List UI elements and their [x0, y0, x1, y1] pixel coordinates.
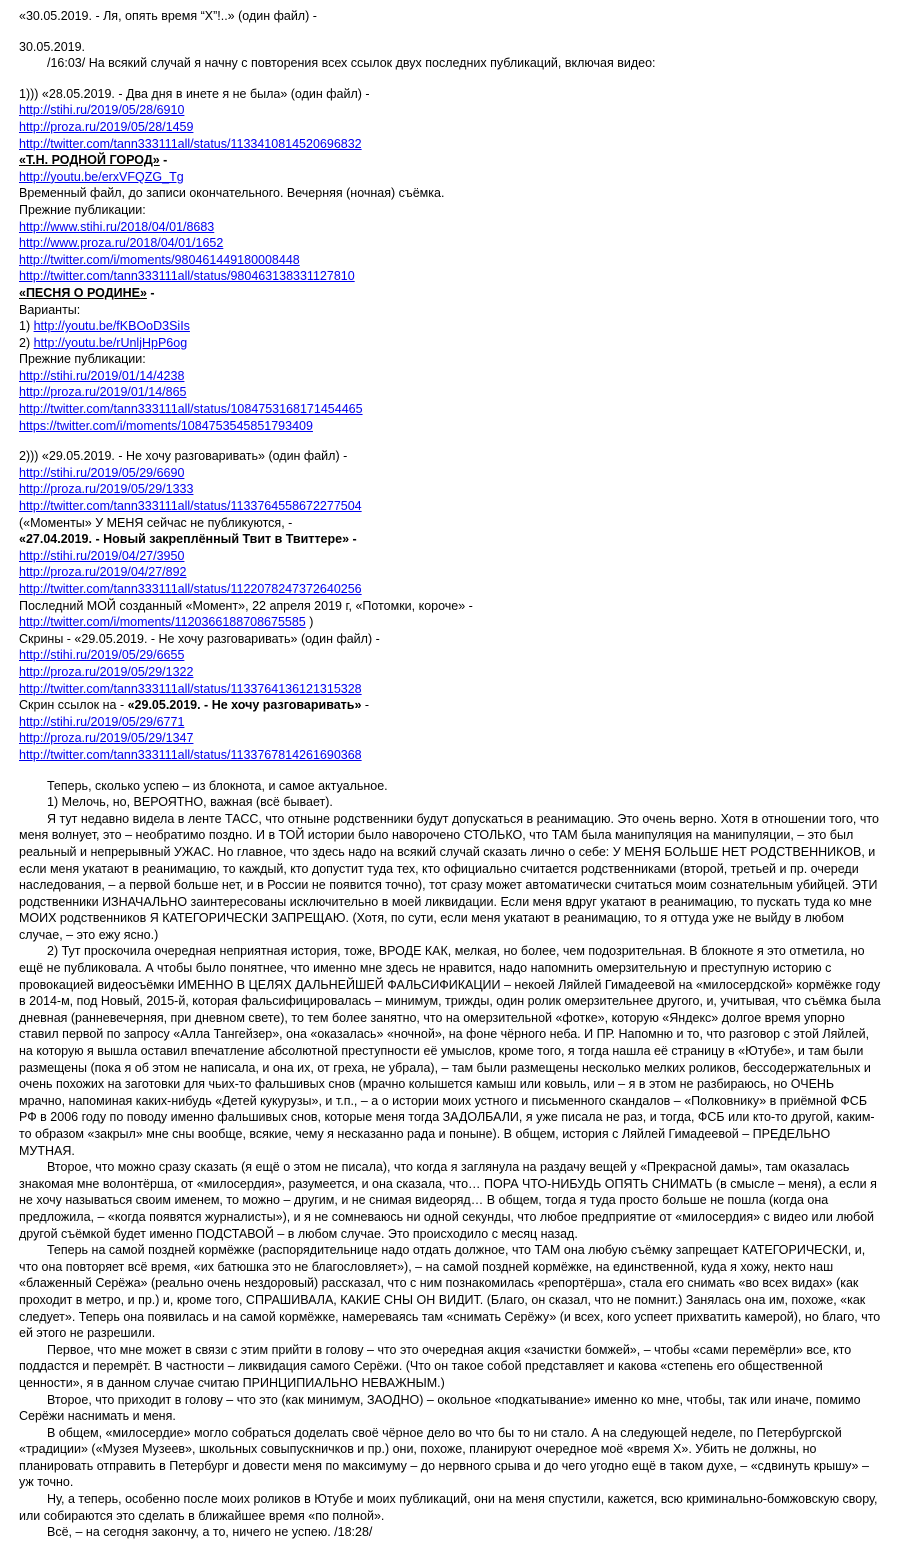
song-1-title: «Т.Н. РОДНОЙ ГОРОД» [19, 153, 160, 168]
twitter-status-link[interactable]: http://twitter.com/tann333111all/status/980463138331127810 [19, 269, 355, 284]
intro-line: /16:03/ На всякий случай я начну с повторения всех ссылок двух последних публикаций, включая видео: [47, 56, 656, 71]
twitter-status-link[interactable]: http://twitter.com/tann333111all/status/1133764558672277504 [19, 499, 362, 514]
pinned-tweet-dash: - [349, 532, 357, 547]
variant-number: 2) [19, 335, 34, 350]
variant-number: 1) [19, 319, 34, 334]
twitter-status-link[interactable]: http://twitter.com/tann333111all/status/1133764136121315328 [19, 681, 362, 696]
doc-date: 30.05.2019. [19, 39, 86, 54]
twitter-moment-link[interactable]: http://twitter.com/i/moments/980461449180008448 [19, 252, 300, 267]
paragraph-relatives: Я тут недавно видела в ленте ТАСС, что отныне родственники будут допускаться в реанимацию. Это очень верно. Хотя в отношении того, что меня волнует, это – необратимо поздно. И в ТОЙ истории было наворочено СТОЛЬКО, что ТАМ была манипуляция на манипуляции, – это был реальный и непрерывный УЖАС. Но главное, что здесь надо на всякий случай сказать лично о себе: У МЕНЯ БОЛЬШЕ НЕТ РОДСТВЕННИКОВ, и если меня укатают в реанимацию, то каждый, кто допустит туда тех, кто официально считается родственниками (второй, третьей и пр. очереди наследования, – а первой больше нет, и в России не появится точно), тот сразу может автоматически считаться моим сознательным убийцей. ЭТИ родственники ИЗНАЧАЛЬНО заинтересованы исключительно в моей ликвидации. Если меня вдруг укатают в реанимацию, то пускать туда ко мне МОИХ родственников Я КАТЕГОРИЧЕСКИ ЗАПРЕЩАЮ. (Хотя, по сути, если меня укатают в реанимацию, то я оттуда уже не выйду в любом случае, – это ежу ясно.) [19, 811, 879, 942]
blank-line [19, 764, 881, 778]
previous-publications-label: Прежние публикации: [19, 202, 146, 217]
stihi-link[interactable]: http://stihi.ru/2019/05/29/6690 [19, 465, 185, 480]
proza-link[interactable]: http://proza.ru/2019/05/29/1333 [19, 482, 194, 497]
stihi-link[interactable]: http://stihi.ru/2019/05/28/6910 [19, 103, 185, 118]
twitter-moment-link[interactable]: https://twitter.com/i/moments/1084753545851793409 [19, 418, 313, 433]
pinned-tweet-heading [19, 531, 881, 548]
paragraph-summary: В общем, «милосердие» могло собраться доделать своё чёрное дело во что бы то ни стало. А на следующей неделе, по Петербургской «традиции» («Музея Музеев», школьных совыпускничков и пр.) они, похоже, планируют очередное моё «время Х». Убить не должны, но планировать отправить в Петербург и довести меня по максимуму – до нервного срыва и до чего угодно ещё в таком духе, – «сдвинуть крышу» – уж точно. [19, 1425, 869, 1490]
blank-line [19, 434, 881, 448]
stihi-link[interactable]: http://stihi.ru/2019/01/14/4238 [19, 368, 185, 383]
paragraph-second: Второе, что можно сразу сказать (я ещё о этом не писала), что когда я заглянула на раздачу вещей у «Прекрасной дамы», там оказалась знакомая мне волонтёрша, от «милосердия», разумеется, и она сказала, что… ПОРА ЧТО-НИБУДЬ ОПЯТЬ СНИМАТЬ (в смысле – меня), а если я не хочу называться своим именем, то можно – другим, и не снимая видеоряд… В общем, тогда я туда просто больше не пошла (когда она предложила, – «когда появятся журналисты»), и я не сомневаюсь ни одной секунды, что любое предприятие от «милосердия» с видео или любой другой съёмкой будет именно ПОДСТАВОЙ – в любом случае. Это происходило с месяц назад. [19, 1160, 877, 1241]
twitter-status-link[interactable]: http://twitter.com/tann333111all/status/1122078247372640256 [19, 582, 362, 596]
paragraph-story-2: 2) Тут проскочила очередная неприятная история, тоже, ВРОДЕ КАК, мелкая, но более, чем подозрительная. В блокноте я это отметила, но ещё не публиковала. А чтобы было понятнее, что именно мне здесь не нравится, надо напомнить омерзительную и преступную историю с провокацией видеосъёмки ИМЕННО В ЦЕЛЯХ ДАЛЬНЕЙШЕЙ ФАЛЬСИФИКАЦИИ – некоей Ляйлей Гимадеевой на «милосердской» кормёжке году в 2014-м, под Новый, 2015-й, которая фальсифицировалась – минимум, трижды, один ролик омерзительнее другого, и, учитывая, что съёмка была дневная (ранневечерняя, при дневном свете), то тем более занятно, что на омерзительной «фотке», которую «Яндекс» долгое время упорно ставил первой по запросу «Алла Тангейзер», она «оказалась» «ночной», на фоне чёрного неба. И ПР. Напомню и то, что разговор с этой Ляйлей, на которую я вышла оставил впечатление абсолютной преступности её умыслов, кроме того, я тогда нашла её страницу в «Ютубе», и там были размещены (пока я об этом не написала, и она их, от греха, не убрала), – там были размещены несколько мелких роликов, бессодержательных и очень похожих на заготовки для чьих-то фальшивых снов (мрачно колышется камыш или ковыль, или – я в этом не разбираюсь, но ОЧЕНЬ мрачно, напоминая каких-нибудь «Детей кукурузы», и т.п., – а о истории моих устного и письменного скандалов – «Полковнику» в приёмной ФСБ РФ в 2006 году по поводу именно фальшивых снов, которые меня тогда ЗАДОЛБАЛИ, я уже писала не раз, и тогда, ФСБ или кто-то другой, каким-то образом «закрыл» мне сны вообще, всякие, чему я несказанно рада и поныне). В общем, история с Ляйлей Гимадеевой – ПРЕДЕЛЬНО МУТНАЯ. [19, 944, 881, 1158]
proza-link[interactable]: http://www.proza.ru/2018/04/01/1652 [19, 236, 224, 251]
paragraph-first-thought: Первое, что мне может в связи с этим прийти в голову – что это очередная акция «зачистки бомжей», – чтобы «сами перемёрли» все, кто поддастся и перемрёт. В частности – ликвидация самого Серёжи. (Что он такое собой представляет и какова «степень его общественной ценности», я в данном случае считаю ПРИНЦИПИАЛЬНО НЕВАЖНЫМ.) [19, 1342, 852, 1390]
proza-link[interactable]: http://proza.ru/2019/05/28/1459 [19, 119, 194, 134]
song-2-dash: - [146, 285, 155, 300]
stihi-link[interactable]: http://www.stihi.ru/2018/04/01/8683 [19, 219, 215, 234]
closing-paren: ) [305, 615, 314, 630]
screens-heading: Скрины - «29.05.2019. - Не хочу разговаривать» (один файл) - [19, 631, 380, 646]
youtube-link[interactable]: http://youtu.be/rUnljHpP6og [33, 335, 188, 350]
screen-links-prefix: Скрин ссылок на - [19, 698, 128, 713]
song-2-heading [19, 285, 881, 302]
paragraph-late-feeding: Теперь на самой поздней кормёжке (распорядительнице надо отдать должное, что ТАМ она любую съёмку запрещает КАТЕГОРИЧЕСКИ, и, что она повторяет всё время, «их батюшка это не благословляет»), – на самой поздней кормёжке, на единственной, куда я хожу, некто наш «блаженный Серёжа» (реально очень нездоровый) рассказал, что с ним познакомилась «репортёрша», стала его снимать «во всех видах» (как проходит в метро, и пр.) и, кроме того, СПРАШИВАЛА, КАКИЕ СНЫ ОН ВИДИТ. (Благо, он сказал, что не помнит.) Занялась она им, похоже, «как следует». Теперь она появилась и на самой кормёжке, намереваясь там «снимать Серёжу» (и всех, кого успеет прихватить камерой), но благо, что ей этого не разрешили. [19, 1243, 881, 1341]
moments-note: («Моменты» У МЕНЯ сейчас не публикуются, - [19, 515, 293, 530]
section-1-heading: 1))) «28.05.2019. - Два дня в инете я не была» (один файл) - [19, 86, 370, 101]
variant-2 [19, 335, 881, 352]
song-1-heading [19, 152, 881, 169]
proza-link[interactable]: http://proza.ru/2019/04/27/892 [19, 565, 187, 580]
stihi-link[interactable]: http://stihi.ru/2019/05/29/6771 [19, 714, 185, 729]
doc-title: «30.05.2019. - Ля, опять время “Х”!..» (один файл) - [19, 9, 317, 23]
body-lead-2: 1) Мелочь, но, ВЕРОЯТНО, важная (всё бывает). [47, 795, 333, 810]
paragraph-second-thought: Второе, что приходит в голову – что это (как минимум, ЗАОДНО) – окольное «подкатывание» именно ко мне, чтобы, так или иначе, помимо Серёжи наснимать и меня. [19, 1392, 861, 1424]
song-1-dash: - [159, 153, 168, 168]
paragraph-now: Ну, а теперь, особенно после моих роликов в Ютубе и моих публикаций, они на меня спустили, кажется, всю криминально-бомжовскую свору, или собираются это сделать в ближайшее время «по полной». [19, 1492, 878, 1523]
screen-links-title: «29.05.2019. - Не хочу разговаривать» [127, 698, 362, 713]
last-moment-line: Последний МОЙ созданный «Момент», 22 апреля 2019 г, «Потомки, короче» - [19, 598, 473, 613]
stihi-link[interactable]: http://stihi.ru/2019/05/29/6655 [19, 648, 185, 663]
screen-links-heading [19, 697, 881, 714]
paragraph-closing: Всё, – на сегодня закончу, а то, ничего не успею. /18:28/ [47, 1525, 373, 1540]
twitter-status-link[interactable]: http://twitter.com/tann333111all/status/1133410814520696832 [19, 136, 362, 151]
proza-link[interactable]: http://proza.ru/2019/05/29/1322 [19, 664, 194, 679]
song-2-title: «ПЕСНЯ О РОДИНЕ» [19, 285, 147, 300]
body-lead-1: Теперь, сколько успею – из блокнота, и самое актуальное. [47, 778, 388, 793]
pinned-tweet-title: «27.04.2019. - Новый закреплённый Твит в Твиттере» [19, 532, 350, 547]
song-1-note: Временный файл, до записи окончательного. Вечерняя (ночная) съёмка. [19, 186, 445, 201]
screen-links-dash: - [361, 698, 370, 713]
blank-line [19, 72, 881, 86]
youtube-link[interactable]: http://youtu.be/fKBOoD3SiIs [33, 319, 190, 334]
youtube-link[interactable]: http://youtu.be/erxVFQZG_Tg [19, 169, 184, 184]
last-moment-link-line [19, 614, 881, 631]
blank-line [19, 25, 881, 39]
stihi-link[interactable]: http://stihi.ru/2019/04/27/3950 [19, 548, 185, 563]
twitter-moment-link[interactable]: http://twitter.com/i/moments/1120366188708675585 [19, 615, 306, 630]
variants-label: Варианты: [19, 302, 81, 317]
section-2-heading: 2))) «29.05.2019. - Не хочу разговаривать» (один файл) - [19, 449, 348, 464]
proza-link[interactable]: http://proza.ru/2019/01/14/865 [19, 385, 187, 400]
variant-1 [19, 318, 881, 335]
twitter-status-link[interactable]: http://twitter.com/tann333111all/status/1133767814261690368 [19, 747, 362, 762]
previous-publications-label: Прежние публикации: [19, 352, 146, 367]
proza-link[interactable]: http://proza.ru/2019/05/29/1347 [19, 731, 194, 746]
twitter-status-link[interactable]: http://twitter.com/tann333111all/status/1084753168171454465 [19, 402, 363, 417]
